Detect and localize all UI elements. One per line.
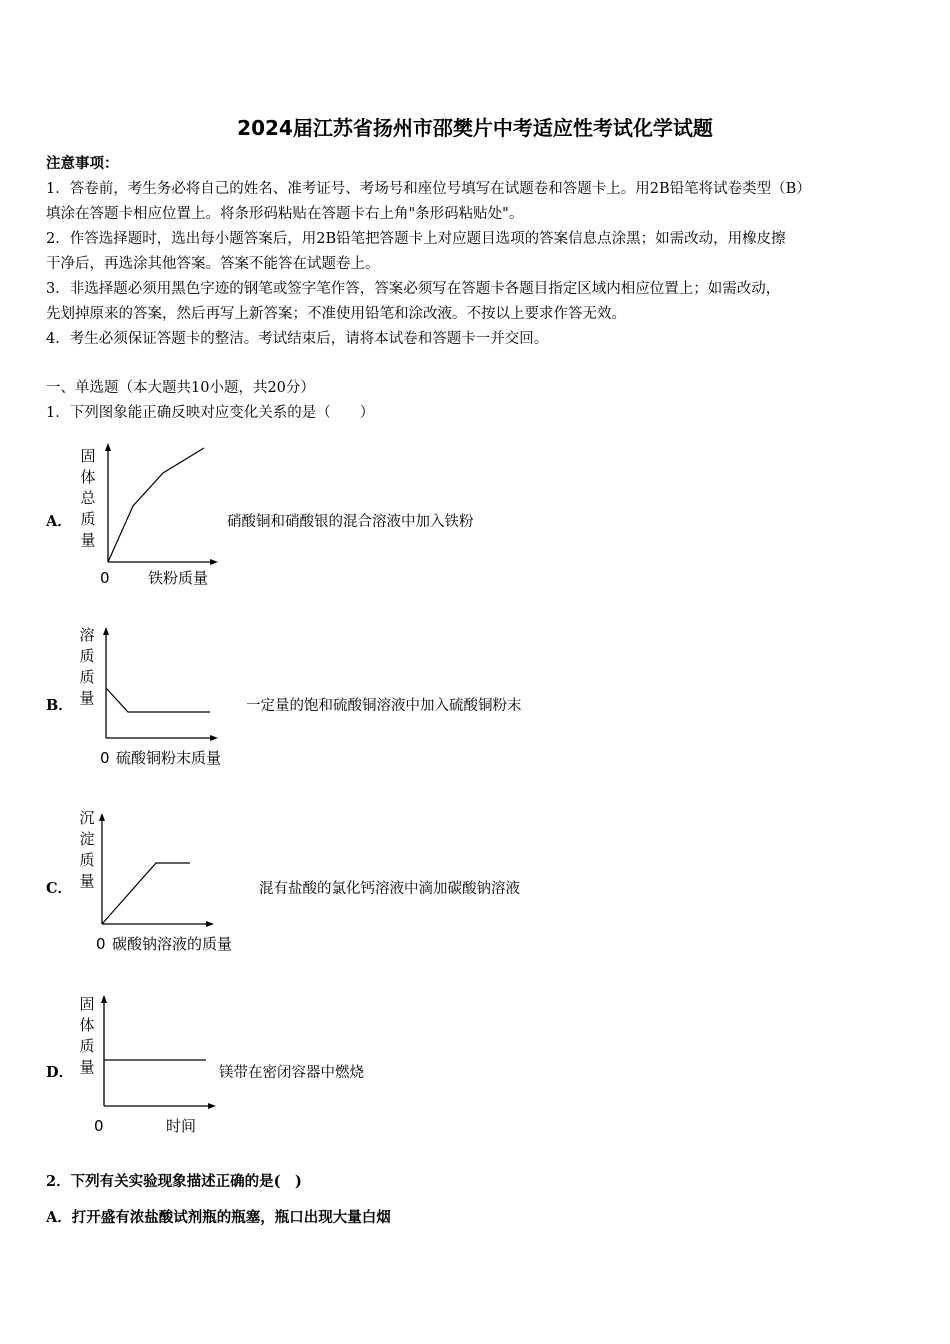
- option-d-xlabel: 时间: [166, 1117, 197, 1135]
- page-title: 2024届江苏省扬州市邵樊片中考适应性考试化学试题: [237, 116, 713, 140]
- option-d-label: D．: [46, 1064, 74, 1081]
- option-b-xlabel: 硫酸铜粉末质量: [116, 749, 222, 767]
- option-a-origin: 0: [100, 569, 110, 587]
- option-b-curve: [106, 688, 210, 712]
- question-2-stem: 2．下列有关实验现象描述正确的是( ): [46, 1173, 302, 1190]
- notice-line: 3．非选择题必须用黑色字迹的钢笔或签字笔作答，答案必须写在答题卡各题目指定区域内相应位置上；如需改动，: [46, 281, 781, 297]
- question-1-stem: 1．下列图象能正确反映对应变化关系的是（ ）: [46, 405, 375, 421]
- notice-line: 先划掉原来的答案，然后再写上新答案；不准使用铅笔和涂改液。不按以上要求作答无效。: [46, 306, 626, 322]
- option-a-curve: [108, 448, 204, 562]
- option-b-graph: [98, 624, 220, 746]
- option-b-ylabel: 溶 质 质 量: [79, 626, 95, 707]
- option-a-xlabel: 铁粉质量: [148, 569, 209, 587]
- option-c-ylabel: 沉 淀 质 量: [79, 809, 95, 890]
- notice-line: 填涂在答题卡相应位置上。将条形码粘贴在答题卡右上角"条形码粘贴处"。: [46, 206, 524, 222]
- option-a-label: A．: [46, 513, 72, 530]
- option-d-description: 镁带在密闭容器中燃烧: [219, 1065, 364, 1081]
- option-d-graph: [96, 992, 218, 1114]
- option-c-description: 混有盐酸的氯化钙溶液中滴加碳酸钠溶液: [259, 881, 520, 897]
- question-2-option-a: A．打开盛有浓盐酸试剂瓶的瓶塞，瓶口出现大量白烟: [46, 1209, 391, 1226]
- notice-heading: 注意事项：: [46, 155, 119, 172]
- option-c-curve: [102, 863, 190, 924]
- option-d-ylabel: 固 体 质 量: [79, 995, 95, 1076]
- notice-line: 2．作答选择题时，选出每小题答案后，用2B铅笔把答题卡上对应题目选项的答案信息点涂黑；如需改动，用橡皮擦: [46, 231, 786, 247]
- notice-line: 4．考生必须保证答题卡的整洁。考试结束后，请将本试卷和答题卡一并交回。: [46, 331, 549, 347]
- notice-line: 1．答卷前，考生务必将自己的姓名、准考证号、考场号和座位号填写在试题卷和答题卡上。用2B铅笔将试卷类型（B）: [46, 181, 811, 197]
- option-a-ylabel: 固 体 总 质 量: [80, 447, 96, 549]
- option-a-description: 硝酸铜和硝酸银的混合溶液中加入铁粉: [227, 514, 474, 530]
- option-b-label: B．: [46, 697, 73, 714]
- option-c-origin: 0: [96, 935, 106, 953]
- option-b-origin: 0: [100, 749, 110, 767]
- option-c-label: C．: [46, 880, 73, 897]
- option-b-description: 一定量的饱和硫酸铜溶液中加入硫酸铜粉末: [246, 698, 522, 714]
- section-heading: 一、单选题（本大题共10小题，共20分）: [46, 380, 315, 396]
- option-d-origin: 0: [94, 1117, 104, 1135]
- option-c-xlabel: 碳酸钠溶液的质量: [112, 935, 233, 953]
- notice-line: 干净后，再选涂其他答案。答案不能答在试题卷上。: [46, 256, 380, 272]
- option-a-graph: [100, 440, 220, 570]
- option-c-graph: [94, 810, 216, 932]
